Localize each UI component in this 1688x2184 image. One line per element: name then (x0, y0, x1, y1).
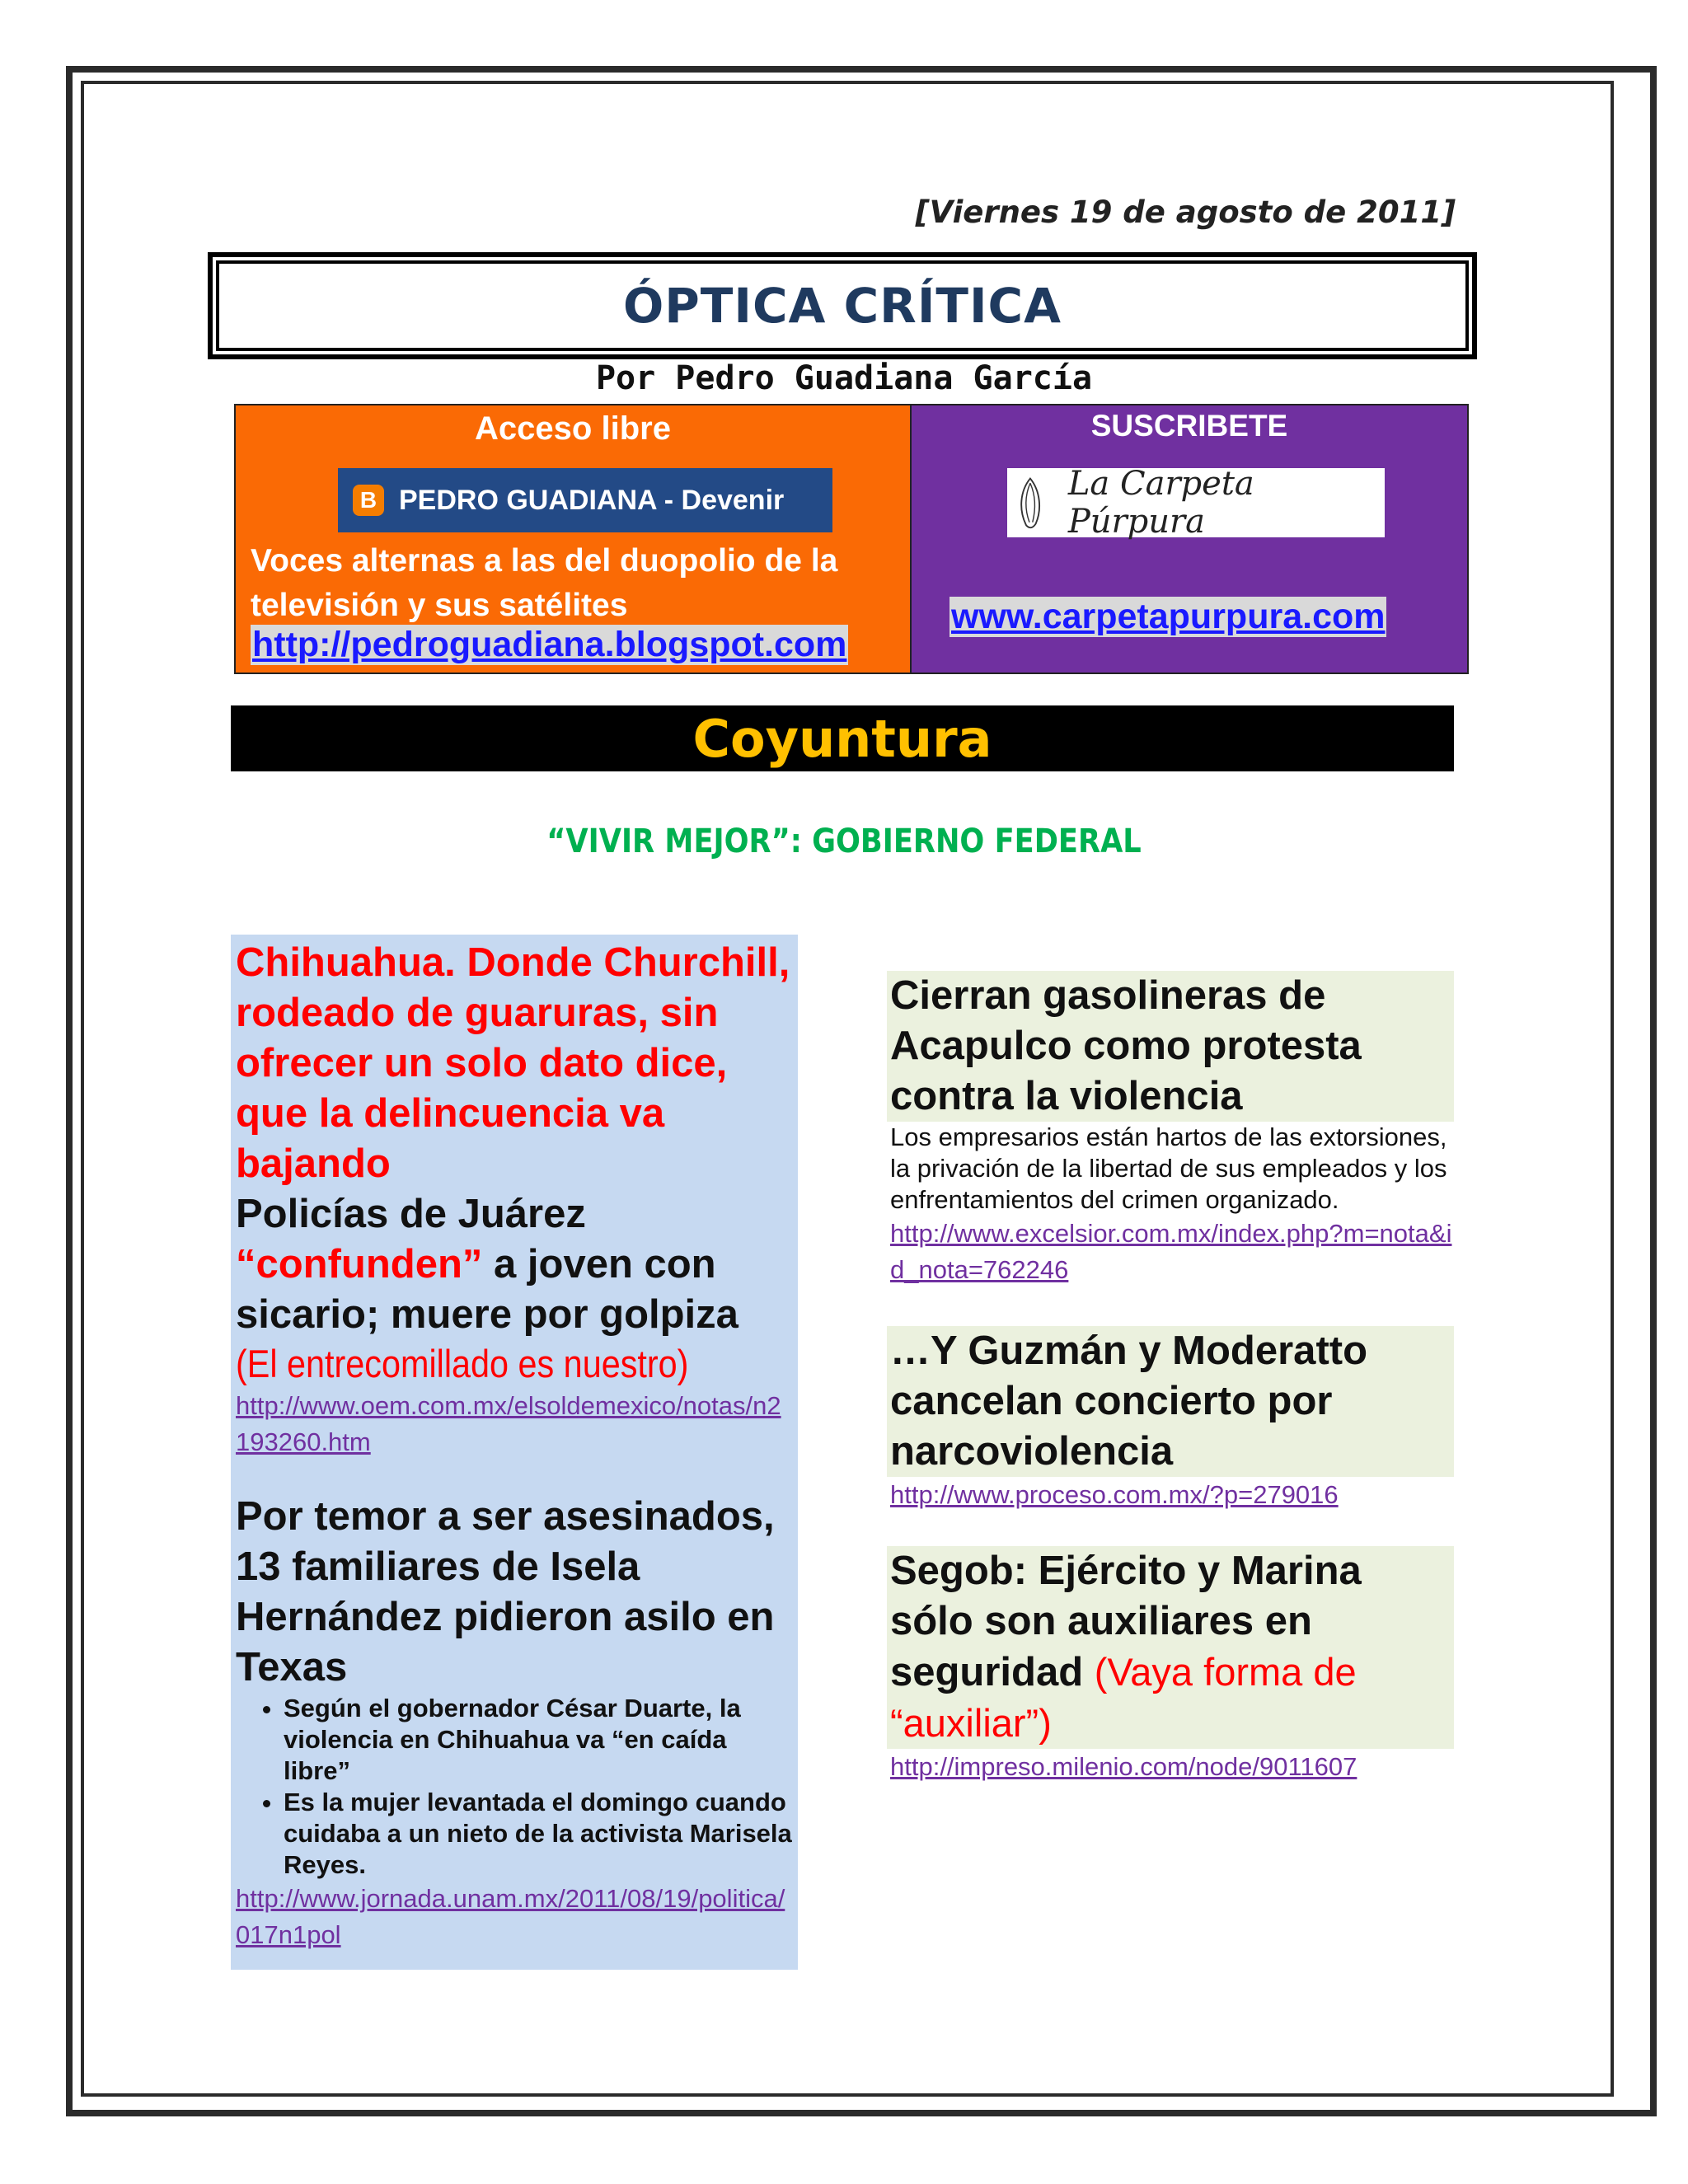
right-story2-headline: …Y Guzmán y Moderatto cancelan concierto por narcoviolencia (890, 1329, 1368, 1474)
blogger-badge[interactable] (338, 468, 832, 532)
blogger-badge-text: PEDRO GUADIANA - Devenir (399, 484, 785, 516)
banner-table (234, 404, 1469, 674)
story1-head-part2: a joven con sicario; muere por golpiza (236, 1242, 738, 1337)
shell-icon (1014, 474, 1047, 532)
blogger-icon: B (353, 485, 384, 516)
right-story1-headline: Cierran gasolineras de Acapulco como protesta contra la violencia (890, 973, 1362, 1118)
title-box (216, 260, 1469, 351)
story1-headline (236, 1189, 793, 1340)
list-item: • Es la mujer levantada el domingo cuando cuidaba a un nieto de la activista Marisela Reyes. (284, 1787, 793, 1881)
right-story2-block (887, 1326, 1454, 1477)
right-story3-note: (Vaya forma de “auxiliar”) (890, 1650, 1357, 1745)
right-story3-head: Segob: Ejército y Marina sólo son auxiliares en seguridad (890, 1549, 1362, 1694)
story2-link[interactable]: http://www.jornada.unam.mx/2011/08/19/politica/017n1pol (236, 1884, 785, 1949)
story1-quote: “confunden” (236, 1242, 483, 1286)
story1-note: (El entrecomillado es nuestro) (236, 1342, 689, 1385)
right-story3-headline (887, 1546, 1454, 1749)
page-title: ÓPTICA CRÍTICA (622, 278, 1062, 334)
story1-link[interactable]: http://www.oem.com.mx/elsoldemexico/notas/n2193260.htm (236, 1391, 781, 1456)
right-story1-block (887, 971, 1454, 1122)
carpeta-link[interactable]: www.carpetapurpura.com (951, 597, 1386, 636)
right-story1-link[interactable]: http://www.excelsior.com.mx/index.php?m=nota&id_nota=762246 (890, 1219, 1452, 1284)
section-title: Coyuntura (692, 708, 992, 769)
carpeta-logo-text: La Carpeta Púrpura (1067, 465, 1254, 541)
blog-tagline: Voces alternas a las del duopolio de la televisión y sus satélites (251, 543, 838, 623)
banner-cell-subscribe (912, 405, 1467, 673)
banner-cell-blog (236, 405, 912, 673)
left-column (231, 935, 798, 1970)
story2-bullets (236, 1693, 793, 1881)
blog-link[interactable]: http://pedroguadiana.blogspot.com (252, 625, 847, 664)
byline: Por Pedro Guadiana García (595, 359, 1093, 397)
list-item: • Según el gobernador César Duarte, la violencia en Chihuahua va “en caída libre” (284, 1693, 793, 1787)
story2-headline: Por temor a ser asesinados, 13 familiares de Isela Hernández pidieron asilo en Texas (236, 1494, 775, 1690)
right-story3-link[interactable]: http://impreso.milenio.com/node/9011607 (890, 1752, 1357, 1781)
story1-head-part1: Policías de Juárez (236, 1192, 586, 1236)
right-column (887, 971, 1454, 1785)
right-story1-body: Los empresarios están hartos de las extorsiones, la privación de la libertad de sus empleados y los enfrentamientos del crimen organizado. (890, 1122, 1447, 1214)
gov-headline: “VIVIR MEJOR”: GOBIERNO FEDERAL (546, 823, 1142, 860)
section-bar (231, 705, 1454, 771)
date-line: [Viernes 19 de agosto de 2011] (915, 194, 1456, 230)
right-story3-block (887, 1546, 1454, 1749)
suscribete-heading: SUSCRIBETE (1090, 409, 1288, 443)
lead-headline: Chihuahua. Donde Churchill, rodeado de guaruras, sin ofrecer un solo dato dice, que la delincuencia va bajando (236, 940, 790, 1186)
acceso-heading: Acceso libre (475, 410, 671, 447)
right-story2-link[interactable]: http://www.proceso.com.mx/?p=279016 (890, 1480, 1339, 1509)
carpeta-logo[interactable] (1007, 465, 1385, 541)
